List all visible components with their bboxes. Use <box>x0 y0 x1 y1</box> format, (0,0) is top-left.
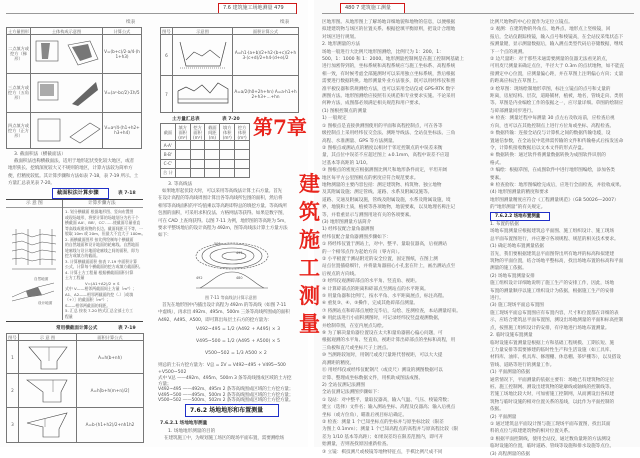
shape-name: 二点填方或挖方（梯形） <box>7 35 31 74</box>
table-7-18-steps <box>65 209 145 319</box>
text-line: 计算、整理成坐标数据文件，用机助成图法成图。 <box>322 375 424 381</box>
text-line: 等。草图是内业编绘工作的依据之一，应尽量详细。草图的绘制应 <box>490 101 624 107</box>
row-label: A-A' <box>161 141 176 150</box>
section-7-6-2-heading: 7.6.2 场地地形和布置测量 <box>185 404 279 417</box>
shape-figure <box>31 73 103 112</box>
earthwork-summary-table <box>160 123 250 178</box>
text-line: 置通信参数，在全站仪中选择需传输的文件和传输格式后按发送命 <box>490 138 624 144</box>
chapter-title-vertical <box>299 170 321 338</box>
text-line: 筑物与临时设施的相对位置关系的基线，以此作为平面控制的 <box>490 399 615 405</box>
col-header: 填方面积(m²) <box>175 124 190 141</box>
table-rule <box>6 207 143 208</box>
text-line: 的距离应标注在草图上。 <box>490 79 541 85</box>
table-7-20-number: 表 7-20 <box>222 117 240 122</box>
text-line: (1) 图根控制点的测量 <box>322 108 367 114</box>
formula: V495~500 = 1/2 (A495 + A500) × 5 <box>196 339 281 344</box>
text-line: 高程、水准测量、GPS 等方法测量。 <box>322 138 398 144</box>
text-line: 在建筑施工中，为规划施工场区的现场平面布置，需要测绘场 <box>164 436 284 441</box>
text-line: ⑦ 将测站点和碎部点展绘完毕后，勾绘、连测检查，本站测量结束。 <box>322 308 461 314</box>
step-line: 土方工程量 <box>65 275 85 280</box>
chapter-title-char: 量 <box>299 311 320 336</box>
step-line: 式中 V——相邻两截面间土方量（m³）； <box>65 286 137 291</box>
text-line: 在设计高程的等高线周围计算出各等高线所包围的面积，然后将 <box>158 196 283 202</box>
step-line: 1. 划分横截面 根据地形图、竖向布置图 <box>65 209 134 214</box>
text-line: 通常情况下，平面测量的依据主要有：场地已有建筑物的定位 <box>490 377 615 383</box>
col-header: 土体构成示意图 <box>31 28 103 35</box>
text-line: 工力量安排等需要修建的临时性生产和生活设施（如工具库、 <box>490 347 615 353</box>
figure-label: 自然地面 <box>34 277 49 281</box>
figure-caption: 图 7-11 等高线法计算示意图 <box>205 295 257 300</box>
formula: V=(a²-bc/2)·Σh/5 <box>103 73 142 112</box>
table-7-20-title: 土方量汇总表 <box>172 117 200 122</box>
step-line: 程量 <box>65 313 73 319</box>
text-line: 布置的测量顺序以施工组织设计为依据，根据施工生产的安排 <box>490 288 615 294</box>
text-line: ② 图根点或测站点的精度以相对于邻近控制点的中误差来衡 <box>322 145 443 151</box>
figure-label: 设计地面 <box>38 301 53 305</box>
text-line: 2. 临时设施布置测量 <box>490 333 533 339</box>
column-divider <box>62 200 63 320</box>
text-line: 过基本等高距的 1/10。 <box>322 160 371 166</box>
col-header: 计算步骤方法 <box>88 201 116 206</box>
text-line: ⑥ 数据转换：通过软件将测量数据转换为成图软件识别的 <box>490 153 606 159</box>
section-heading: 3. 截面积法（横截面法） <box>14 152 66 157</box>
text-line: 中虚线），再求出 492m、495m、500m 三条等高线所围成的面积 <box>158 310 290 316</box>
text-line: ⑧ 用此法进行小面积测图时，可记录经纬仪竖盘观测数据， <box>322 316 443 322</box>
text-line: 筑物的平面位置，结合场地平整标高，找出场地布置的标高和平面 <box>490 259 624 265</box>
shape-figure <box>31 35 103 74</box>
step-line: 轮廓线与设计地面轮廓线之间的面积，即为 <box>65 247 139 253</box>
text-line: 包围的面积，可采用求积仪法、方格网法等获得。如果是数字图， <box>158 211 287 217</box>
text-line: 根据观测的水平角、竖直角，视距计算出碎部点的坐标和高程，用 <box>322 338 456 344</box>
col-header: 图号 <box>162 28 171 34</box>
text-line: 按测量键，显示测量数据后，输入测点类型代码后存储数据，继续 <box>490 42 624 48</box>
text-line: 等，并着重显示与测图用途有关的各项要素。 <box>322 212 414 218</box>
text-line: 便，但精度较低。其计算步骤和方法如表 7-18，表 7-19 所示。土 <box>8 173 139 179</box>
text-line: ① 设站：对中整平，量取仪器高，输入气温、气压、棱镜常数； <box>322 397 452 403</box>
text-line: 差为 1/10 基本等高距）；如果误差均在限差范围内，即可开 <box>322 434 444 440</box>
text-line: 道路、交通及附属设施，管线及附属设施，水系及附属设施，境 <box>322 197 451 203</box>
text-line: 量，其点位中误差不应超过图上 ±0.1mm，高程中误差不应超 <box>322 153 450 159</box>
text-line: 地区每平方公里图根点的密度应符合规范要求。 <box>322 175 419 181</box>
text-line: 1. 布置的依据 <box>490 222 519 227</box>
col-header: 面积计算公式 <box>233 28 299 35</box>
text-line: ② 小平板置于测站附近的安全位置，固定图纸，在图上测 <box>322 257 438 262</box>
text-line: V500~502 ——500m、502m 2 条等高线围成区域的土方挖方量。 <box>158 398 294 404</box>
text-line: 点，按照施工组织设计的安排，有序地进行场地布置测量。 <box>490 325 610 331</box>
section-figure <box>19 341 77 374</box>
row-number: 2 <box>7 374 19 407</box>
col-header: 计算公式 <box>103 28 142 35</box>
step-line: 公式，计算每个横截面的挖方或填方截面积。 <box>65 264 143 269</box>
subsection-heading: 7.6.2.1 场地地形测量 <box>160 421 208 426</box>
col-header: 面积计算公式 <box>77 334 144 341</box>
text-line: ② 根据平面控制线，使用全站仪，通过数角量距的方法测设 <box>490 436 611 442</box>
row-number: 3 <box>7 407 19 443</box>
col-header: 挖方面积(m²) <box>190 124 205 141</box>
text-line: 比例尺地物的中心位置作为定位立镜点。 <box>490 20 573 25</box>
text-line: ④ 计算碎部点的距离和碎部点至测站点的水平距离。 <box>322 286 429 292</box>
text-line: 区地形图。从地形图上了解场地详细地貌和地物的信息，以便根据 <box>322 20 456 25</box>
text-line: 方向，也可以在其他控制点上进行方位角或坐标、高程检查。 <box>490 123 615 129</box>
text-line: 若施工场地比较大时，可加密施工控制网，从而测设出各拟建 <box>490 392 615 398</box>
shape-figure <box>31 112 103 149</box>
row-number: 6 <box>161 35 173 76</box>
table-rule <box>6 321 143 322</box>
text-line: 桩、施工控制网、测设出建筑物的轮廓线或轴线的控制线等。 <box>490 384 615 390</box>
text-line: ① 将经纬仪置于测站上，对中、整平、量取仪器高，后视测站 <box>322 242 448 248</box>
total-formula: +V500~502 <box>158 370 187 375</box>
section-7-6-2-2-heading: 7.6.2.2 场地布置测量 <box>490 212 550 221</box>
text-line: 相一致，有时候考虑全部施测时可以采用独立坐标系统，然后根据 <box>322 71 456 77</box>
text-line: 施工组织设计详细地说明了施工生产的安排工作，因此，场地 <box>490 281 615 287</box>
col-header: 示 意 图 <box>26 201 43 206</box>
step-line: 4. 计算土方工程量 根据横截面面积计算 <box>65 269 134 275</box>
table-7-19-title: 常用横截面计算公式 <box>56 326 98 331</box>
text-line: 建立（选择）文件名；输入测站坐标、高程及仪器高；输入后视点 <box>322 405 456 411</box>
text-line: 依据。 <box>490 407 504 413</box>
text-line: ④ 检查：测量过程中每测量 30 点左右及收站前，应检查后视 <box>490 116 615 122</box>
text-line: 进行。 <box>490 296 504 302</box>
col-header: 截面间距(m) <box>205 124 220 141</box>
left-page <box>0 0 308 447</box>
text-line: 地形狭长、挖填深度较大又不规则的地区，计算方法较为简单方 <box>8 166 133 172</box>
right-page-header: 480 7 建筑施工测量 <box>340 3 405 14</box>
text-line: 可在 CAD 上查询获得。以图 7-11 为例，地形图的等高距为 5m， <box>158 218 289 224</box>
text-line: 格式。 <box>490 160 504 166</box>
shape-name: 三点填方或挖方（五角形） <box>7 73 31 112</box>
text-line: ③ 立镜：棋技测尺或棱镜等地物特征点，手棋比例尺成不同 <box>322 449 443 455</box>
section-figure <box>19 374 77 407</box>
text-line: 如果地形起伏较大时，可以采用等高线法计算土石方量。首先 <box>162 189 282 194</box>
step-line: 般取 10m 或 20m，但最大不宜大于 100m。 <box>65 231 146 236</box>
text-line: 可用皮尺测量来确定点位，半径大于 0.3m 的点状地物，如不能直 <box>490 64 625 70</box>
text-line: ⑤ 数据传输：连接全站仪与计算机之间的数据传输电缆，设 <box>490 131 611 137</box>
continued-label: 续表 <box>280 20 290 25</box>
text-line: ⑧ 检查验收：地形图编绘完成后，应进行全面检查，并验收成果。 <box>490 182 625 188</box>
chapter-title-char: 筑 <box>299 199 320 224</box>
header-rule <box>322 13 634 14</box>
text-line: 并绘制草图，在室内展点勾绘。 <box>322 323 387 329</box>
text-line: 报后，全站仪跟踪棱镜，输入点号和棱镜高，在全站仪采集状态下 <box>490 34 624 40</box>
text-line: 测量的施工依据。 <box>490 266 527 272</box>
text-line: 经纬仪配合量角器测图步骤如下： <box>322 234 391 240</box>
text-line: 拟建建筑物与场区的位置关系、根据挖填平衡原则，把设计合理地 <box>322 27 456 33</box>
right-page-column-1 <box>322 19 474 456</box>
text-line: (3) 高程测量的依据 <box>490 451 531 457</box>
text-line: 截面积法也称横截面法，适用于地形起伏变化较大地区，或者 <box>14 159 134 164</box>
text-line: 界，地貌和土质，植被等各项地物，地貌要素，以及地理名称注记 <box>322 205 456 211</box>
right-page-column-2-continued <box>490 221 636 458</box>
section-heading: 3. 等高线法 <box>168 182 193 187</box>
formula: V=a²/4·(h1+h2+h3+h4) <box>103 112 142 149</box>
text-line: (3) 地形图测量方法简介 <box>322 219 372 225</box>
text-line: 相邻等高线面积的平均值乘以等高距即得总的填挖方量。等高线所 <box>158 203 287 209</box>
earthwork-shapes-table <box>6 27 142 149</box>
text-line: 2. 地形测量的方法 <box>322 42 361 48</box>
col-header: 土方量图形 <box>8 28 29 34</box>
text-line: ① 观测：在建筑物的外角点、地界点、地形点上竖棱镜，回 <box>490 27 611 33</box>
shape-name: 四点填方或挖方（正方形） <box>7 112 31 149</box>
formula: V500~502 = 1/3 A500 × 2 <box>205 351 267 356</box>
chapter-label: 第7章 <box>253 115 307 139</box>
text-line: 进行加密得到的，坐标系统和高程系统应与施工坐标系、高程系统 <box>322 64 456 70</box>
formula: A=a/2(h0+2h+hn) A=a·h1+h2+h3+…+hn <box>233 76 299 113</box>
formula: A=b·(h1+h2)/2+nh1h2 <box>77 407 144 443</box>
step-line: 3. 计算横截面面积 按表 7-19 中面积计算 <box>65 258 137 264</box>
step-line: 挖方或填方的截面。 <box>65 253 101 258</box>
row-number: 7 <box>161 76 173 113</box>
text-line: 下一个点的观测。 <box>490 49 527 55</box>
text-line: (1) 平面测量的依据 <box>490 370 531 376</box>
text-line: (2) 平面测量 <box>490 414 517 420</box>
text-line: 准平板仪器和常规测绘方法，也可以采用全站仪或 GPS-RTK 数字 <box>322 86 455 92</box>
col-header: 填方体积(m³) <box>220 124 235 141</box>
section3-paragraph <box>8 158 148 188</box>
text-line: 1. 场地地形测量的目的 <box>168 429 216 434</box>
text-line: 临时设施的位置，临时道路、管线等设施和排水设施等点位。 <box>490 444 615 450</box>
right-page-column-2 <box>490 19 636 212</box>
formula: V=(b+c)/2·a/4·(h1+h3) <box>103 35 142 74</box>
text-line: 与碎部测量同步进行。 <box>490 108 536 114</box>
text-line: 首先，我们要根据建筑总平面图得出所有地坪的标高和拟建建 <box>490 251 615 257</box>
text-line: 场地布置测量应根据建筑总平面图、施工组织设计、施工现场 <box>490 229 615 235</box>
text-line: 测图方法。地形图测绘应按照有关规范和专业要求实施。不论采用 <box>322 94 456 100</box>
contour-label: 480 <box>236 276 243 280</box>
col-header: 截面 <box>161 124 176 141</box>
header-rule <box>6 13 296 14</box>
where-block <box>158 376 300 404</box>
step-line: 的自然地面和设计地面的轮廓线。自然地面 <box>65 242 139 247</box>
text-line: ⑨ 为了解决量角器位置设在太大和量角器圆心偏心问题，可 <box>322 331 443 337</box>
text-line: 1) 经纬仪配合量角器测图 <box>322 227 375 233</box>
text-line: 三角板和直尺或坐标尺子上展点。 <box>322 345 391 351</box>
text-line: 的“地形测量”的有关规定。 <box>490 205 546 211</box>
row-label: C-C' <box>161 159 176 168</box>
formula: A=h(b+nh) <box>77 341 144 374</box>
text-line: ③ 绘草图：现场绘制地形草图，标注立镜点的点号和丈量的 <box>490 86 611 92</box>
text-line: 距离，房屋结构、层次，道路铺材，植被，地名，管线走向、类别 <box>490 94 624 100</box>
text-line: 站点位置插稳细针，并将量角器圆心小孔套在针上，画出测站点至 <box>322 264 456 270</box>
section-figure <box>173 35 233 76</box>
text-line: 需要进行数据转换。地形测量外业方法很多，既可以用经纬仪和照 <box>322 79 456 85</box>
text-line: A492、A495、A500，即可算出每层土石方的挖方量为： <box>158 317 272 323</box>
text-line: 后视点的方向线。 <box>322 271 359 277</box>
chapter-title-char: 建 <box>299 171 320 196</box>
text-line: ③ 经纬仪观测碎部点的水平角、竖直角、视距。 <box>322 279 420 285</box>
text-line: ⑥ 重复③、④、⑤操作，完成其他碎部点测量。 <box>322 301 419 307</box>
contour-label: 500 <box>214 242 221 246</box>
text-line: ⑪ 用经纬仪或经纬仪配钢尺（或皮尺）测设的测图数据可以 <box>322 368 443 374</box>
text-line: ① 图根点是直接供测图使用的平面和高程控制点，可在各等 <box>322 123 443 129</box>
total-formula: 则总的土石方挖方量为：V总 = ΣV = V492~495 + V495~500 <box>158 363 286 368</box>
table-7-19-number: 表 7-19 <box>118 326 136 331</box>
text-line: 管线、道路等进行的测量工作。 <box>490 362 555 368</box>
continued-label: 续表 <box>126 20 136 25</box>
row-label: B-B' <box>161 150 176 159</box>
chapter-title-char: 测 <box>299 283 320 308</box>
contour-label: 495 <box>236 251 243 255</box>
col-header: 示意图 <box>173 28 233 35</box>
step-line: A1、A2——相邻两截面的挖（-）［或填 <box>65 291 134 297</box>
text-line: (1) 确定场地布置测量依据 <box>490 244 544 250</box>
step-line: S——相邻两截面的间距。 <box>65 302 111 308</box>
text-line: 何种方法，成图都必须满足相关规范和用户要求。 <box>322 101 424 107</box>
text-line: 总平面布置图进行，并应遵守各项规程、规范的相关技术要求。 <box>490 236 619 242</box>
text-line: (2) 场地布置测量安排 <box>490 273 535 279</box>
text-line: 级控制点上采用经纬仪交会法、测距导线法、全站仪坐标法、三角 <box>322 131 456 137</box>
chapter-title-char: 工 <box>299 255 320 280</box>
text-line: 要求平整场地后的设计高程为 492m，图等高线法计算土方量方法 <box>158 226 288 232</box>
step-line: V=(A1+A2)/2 × S <box>85 280 120 286</box>
text-line: 及其附属设施；测定管线、道路、水系及附属设施等。 <box>322 190 433 196</box>
table-7-18-title: 截面积法计算步骤 <box>52 188 109 199</box>
text-line: 施工现场平面总布置图应有布置内容，尺寸和位置都在详细的表 <box>490 310 619 316</box>
left-page-header: 7.6 建筑施工场地测量 479 <box>218 3 297 14</box>
text-line: 高测距的精度。 <box>322 360 355 366</box>
text-line: ① 通过建筑总平面设计图与施工现场平面布置图，找出其面 <box>490 421 611 427</box>
formula: A=h1·(a+b)/2+h2·(b+c)/2+h3·(c+d)/2+h4·(d+e)/2 <box>233 35 299 76</box>
right-page <box>314 0 640 457</box>
text-line: 材料库、油库、机具库、修理棚、休息棚、茶炉棚等），以及搭设 <box>490 355 621 361</box>
text-line: (3) 施工现场平面总布置图 <box>490 303 544 309</box>
text-line: V492~495 ——492m、495m 2 条等高线围成区域的土方挖方量； <box>158 387 294 393</box>
text-line: (4) 地形图测量的精度和要求 <box>490 190 549 196</box>
col-header: 挖方体积(m³) <box>235 124 250 141</box>
row-number: 1 <box>7 341 19 374</box>
section-figure <box>19 407 77 443</box>
text-line: 的一个相邻点作为起始方向（零方向）。 <box>322 249 403 255</box>
text-line: 方量； <box>158 381 172 387</box>
col-header: 图号 <box>8 334 17 340</box>
step-line: 2. 画横截面图形 按比例绘制每个横截面 <box>65 236 134 242</box>
formula: V492~495 = 1/2 (A492 + A495) × 3 <box>196 327 281 332</box>
section-figure <box>173 76 233 113</box>
text-line: ⑤ 用量角器和比例尺，按水平角、水平距离展点，标注高程。 <box>322 294 448 300</box>
text-line: 地物测量的主要内容包括：测定建筑物、构筑物、独立地物 <box>322 182 442 188</box>
text-line: 式中 V总 ——492m、495m、500m 3 条等高线围成区域的土方挖 <box>158 376 292 381</box>
row-label: 合 计 <box>161 168 176 177</box>
text-line: 方量汇总表见表 7-20。 <box>8 181 55 187</box>
text-line: 对场区进行规划。 <box>322 34 359 40</box>
table-7-18-number: 表 7-18 <box>118 191 136 196</box>
text-line: ⑩ 当测距较短时，用钢尺或皮尺量距代替视距，可以大大提 <box>322 353 443 359</box>
contour-paragraph-2 <box>158 302 296 324</box>
text-line: 全站仪测记法测图步骤如下： <box>322 390 382 396</box>
step-line: （+）］的截面积（m²）； <box>65 297 111 302</box>
step-line: 等高线或建筑物的长边。截面间距可不等，一 <box>65 225 143 231</box>
text-line: 令，计算机接收数据后以文本文件的形式存盘。 <box>490 145 587 151</box>
text-line: 接测定中心位置，应测量偏心距，并在草图上注明偏心方向；丈量 <box>490 71 624 77</box>
formula: A=h[b+h(m+n)/2] <box>77 374 144 407</box>
text-line: 料的点位与拟建建筑物的相对位置关系。 <box>490 429 573 435</box>
cross-section-formula-table <box>6 333 144 443</box>
text-line: 2) 全站仪测记法测图 <box>322 382 365 388</box>
text-line: 500、1：1000 和 1：2000。地形测量控制网是在施工控制网基础上 <box>322 57 464 63</box>
step-line: 5. 汇总 按表 7-20 格式汇总全部土方工 <box>65 308 134 313</box>
text-line: 首先在地形图中内插出设计高程为 492m 的等高线（如图 7-11 <box>162 303 287 308</box>
contour-paragraph <box>158 188 296 240</box>
text-line: ③ 图根点的密度应根据测图比例尺和地形条件而定，平坦开阔 <box>322 168 448 174</box>
text-line: ② 检查：测量 1 个已知坐标点的坐标并与原坐标比较（限差 <box>322 419 444 425</box>
text-line: 地形图测量精度应符合《工程测量规范》（GB 50026—2007） <box>490 197 619 203</box>
text-line: 如下： <box>158 233 172 239</box>
text-line: 为图上 0.1mm）；测量 1 个已知高程点的高程并与原高程比较（限 <box>322 427 459 433</box>
text-line: 坐标（或方位角），瞄准后视目标后确定。 <box>322 412 407 418</box>
col-header: 示 意 图 <box>19 334 77 341</box>
text-line: 场地一般进行大比例尺地形图测绘，比例尺为 1：200、1： <box>322 49 444 55</box>
text-line: 临时设施布置测量是根据上方和基础工程规模、工期长短、施 <box>490 340 615 346</box>
step-line: 横截面 AA'、BB'、CC'……使截面尽量垂直 <box>65 220 141 225</box>
text-line: ② 边尺量距：对于那些未通需要测量的仪器无法看见的点， <box>490 57 611 63</box>
text-line: ⑦ 编绘：根据草图，在成图软件中进行地形图编绘，添加各类 <box>490 168 616 174</box>
step-line: 或现场地形，将要计算的场地划分为若干个 <box>65 214 139 220</box>
area-formula-table <box>160 27 299 113</box>
contour-map-figure <box>192 242 272 294</box>
text-line: 示，应结合建筑总平面布置图，测设出场地测量的平面和标高控制 <box>490 318 624 324</box>
chapter-title-char: 施 <box>299 227 320 252</box>
text-line: V495~500 ——495m、500m 2 条等高线围成区域的土方挖方量； <box>158 392 294 398</box>
contour-label: 492 <box>196 276 203 280</box>
text-line: 1) 一般规定 <box>322 116 347 122</box>
text-line: 要素。 <box>490 175 504 181</box>
text-line: 始测量，否则查找原因重新检查。 <box>322 442 391 448</box>
